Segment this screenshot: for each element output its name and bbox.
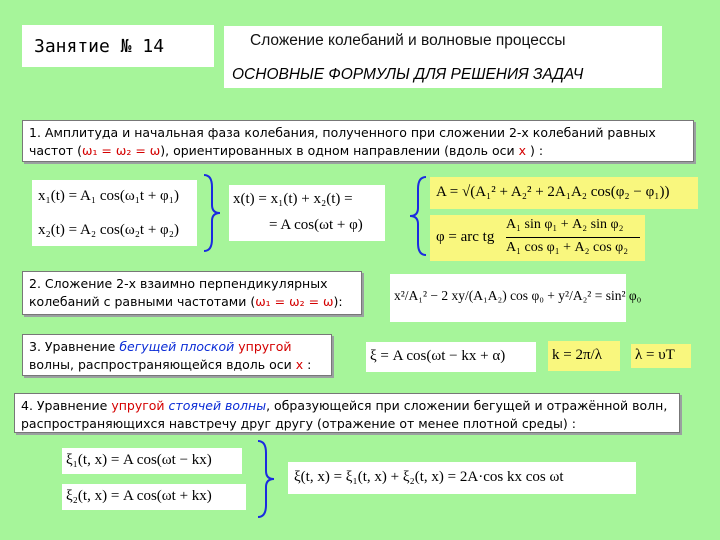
formula-sum-line1: x(t) = x₁(t) + x₂(t) = [233,191,353,207]
formula-wave [366,342,536,372]
formula-k [548,341,620,371]
formula-sum [229,185,385,241]
formula-lambda [631,344,691,368]
formula-phase [430,215,645,261]
formula-ellipse [390,274,642,322]
topic-box [224,26,662,88]
formula-xi2 [62,484,246,510]
formula-A: A = √(A₁² + A₂² + 2A₁A₂ cos(φ₂ − φ₁)) [436,184,670,200]
formula-ellipse-eq: x²/A₁² − 2 xy/(A₁A₂) cos φ₀ + y²/A₂² = sin² φ₀ [394,288,642,303]
section3-text: 3. Уравнение бегущей плоской упругой волны, распространяющейся вдоль оси x : [22,334,332,376]
subtitle: ОСНОВНЫЕ ФОРМУЛЫ ДЛЯ РЕШЕНИЯ ЗАДАЧ [232,66,584,83]
axis-x: x [518,143,527,158]
formula-phi-label: φ = arc tg [436,229,495,245]
lesson-title: Занятие № 14 [34,36,165,57]
section1-text: 1. Амплитуда и начальная фаза колебания, полученного при сложении 2-х колебаний равных частот (ω₁ = ω₂ = ω), ориентированных в одном направлении (вдоль оси x ) : [22,120,694,162]
formula-xi2-eq: ξ₂(t, x) = A cos(ωt + kx) [66,488,212,504]
formula-wave-eq: ξ = A cos(ωt − kx + α) [370,348,506,364]
word-running: бегущей [119,339,177,354]
formula-standing-eq: ξ(t, x) = ξ₁(t, x) + ξ₂(t, x) = 2A·cos kx cos ωt [294,469,564,485]
formula-k-eq: k = 2π/λ [552,347,602,363]
word-standing: стоячей волны [168,398,267,413]
topic-title: Сложение колебаний и волновые процессы [250,32,566,49]
formula-lambda-eq: λ = υT [635,347,675,363]
formula-amplitude [430,177,698,209]
formula-xi1 [62,448,242,474]
lesson-box [22,25,214,67]
formula-phi-num: A₁ sin φ₁ + A₂ sin φ₂ [506,217,624,232]
formula-standing [288,462,636,494]
section4-text: 4. Уравнение упругой стоячей волны, образующейся при сложении бегущей и отражённой волн, распространяющихся навстречу друг другу (отражение от менее плотной среды) : [14,393,680,433]
section2-text: 2. Сложение 2-х взаимно перпендикулярных колебаний с равными частотами (ω₁ = ω₂ = ω): [22,271,362,315]
word-plane: плоской [180,339,235,354]
word-elastic: упругой [238,339,292,354]
formula-x1-x2 [32,180,197,246]
omega-equality-2: ω₁ = ω₂ = ω [255,294,334,309]
formula-x1: x₁(t) = A₁ cos(ω₁t + φ₁) [38,188,179,204]
brace-2 [408,175,430,257]
formula-sum-line2: = A cos(ωt + φ) [269,217,363,233]
formula-phi-den: A₁ cos φ₁ + A₂ cos φ₂ [506,240,629,255]
omega-equality: ω₁ = ω₂ = ω [81,143,161,158]
formula-xi1-eq: ξ₁(t, x) = A cos(ωt − kx) [66,452,212,468]
axis-x-3: x [295,357,304,372]
formula-x2: x₂(t) = A₂ cos(ω₂t + φ₂) [38,222,179,238]
brace-3 [254,439,276,519]
word-elastic-4: упругой [111,398,165,413]
fraction-line [506,237,640,238]
brace-1 [200,173,222,253]
